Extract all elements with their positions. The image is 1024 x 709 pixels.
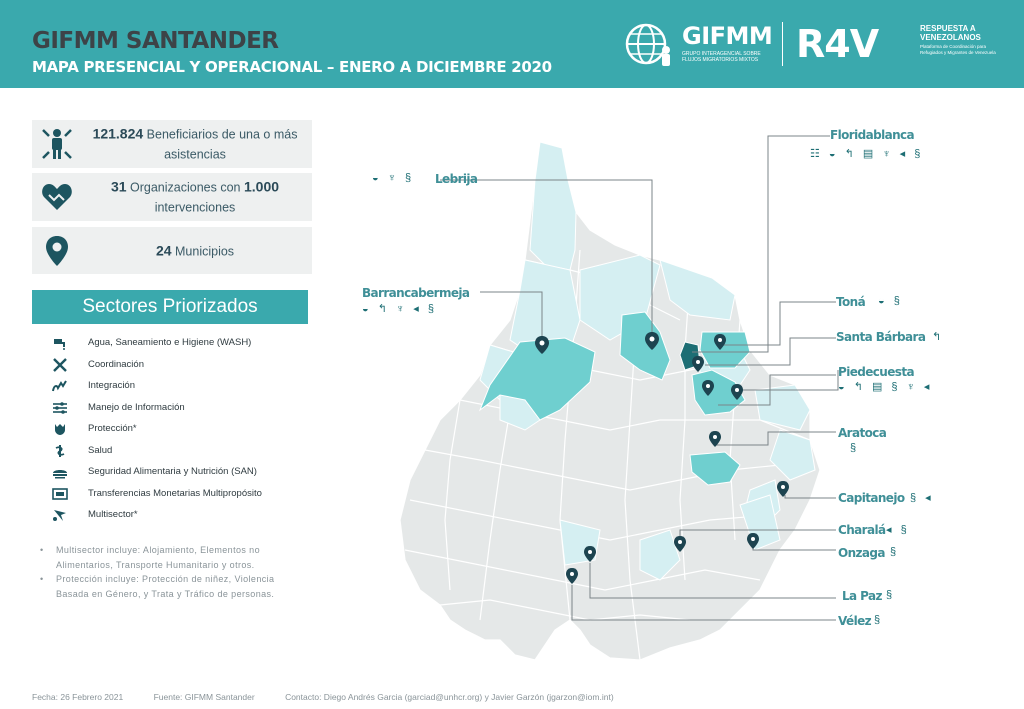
stat-beneficiaries-label: Beneficiarios de una o más asistencias <box>146 127 298 162</box>
sector-notes <box>38 543 308 601</box>
icons-capitanejo: § ◂ <box>910 492 934 504</box>
sectors-heading: Sectores Priorizados <box>32 290 308 324</box>
sector-label: Coordinación <box>88 358 144 370</box>
stat-municipalities-label: Municipios <box>175 244 235 258</box>
sector-label: Multisector* <box>88 509 138 520</box>
label-tona: Toná <box>836 295 866 309</box>
logo-divider <box>782 22 783 66</box>
footer-source: Fuente: GIFMM Santander <box>153 692 255 702</box>
note-multisector: • Multisector incluye: Alojamiento, Elementos no Alimentarios, Transporte Humanitario y otros. <box>38 543 308 572</box>
sector-label: Protección* <box>88 423 137 434</box>
icons-santa-barbara: ↰ <box>932 331 945 343</box>
stat-municipalities-text <box>84 240 306 261</box>
label-onzaga: Onzaga <box>838 546 885 560</box>
sector-item <box>32 463 308 485</box>
sector-label: Integración <box>88 380 136 391</box>
cash-transfer-icon <box>52 487 68 501</box>
multisector-icon <box>52 508 68 522</box>
stat-beneficiaries <box>32 120 312 168</box>
info-management-icon <box>52 401 68 415</box>
stat-beneficiaries-text <box>84 124 306 165</box>
label-piedecuesta: Piedecuesta <box>838 365 914 379</box>
sectors-list <box>32 334 308 528</box>
label-santa-barbara: Santa Bárbara <box>836 330 926 344</box>
icons-floridablanca: ☷ ◒ ↰ ▤ ♆ ◂ § <box>810 148 924 160</box>
sector-label: Agua, Saneamiento e Higiene (WASH) <box>88 337 252 348</box>
people-icon <box>40 127 74 161</box>
stat-municipalities <box>32 227 312 274</box>
stat-organizations-number: 31 <box>110 178 127 195</box>
health-icon <box>52 444 68 458</box>
label-velez: Vélez <box>838 614 872 628</box>
gifmm-logo <box>622 20 782 70</box>
footer <box>32 692 642 702</box>
icons-velez: § <box>874 614 884 626</box>
sector-label: Salud <box>88 444 113 456</box>
sector-item <box>32 420 308 442</box>
label-floridablanca: Floridablanca <box>830 128 915 142</box>
stat-municipalities-number: 24 <box>155 242 172 258</box>
gifmm-logo-text: GIFMM <box>682 22 773 50</box>
label-capitanejo: Capitanejo <box>838 491 905 505</box>
label-lebrija: Lebrija <box>435 172 478 186</box>
label-barrancabermeja: Barrancabermeja <box>362 286 470 300</box>
sector-item <box>32 442 308 464</box>
protection-icon <box>52 422 68 436</box>
integration-icon <box>52 379 68 393</box>
icons-barrancabermeja: ◒ ↰ ♆ ◂ § <box>362 303 437 315</box>
icons-piedecuesta: ◒ ↰ ▤ § ♆ ◂ <box>838 381 933 393</box>
globe-icon <box>622 20 678 68</box>
sector-label: Manejo de Información <box>88 401 185 413</box>
r4v-logo-subtext: Plataforma de Coordinación para Refugiados y Migrantes de Venezuela <box>920 44 996 55</box>
icons-la-paz: § <box>886 589 896 601</box>
r4v-logo-title: RESPUESTA A VENEZOLANOS <box>920 24 981 42</box>
stat-organizations-text <box>84 177 306 218</box>
footer-date: Fecha: 26 Febrero 2021 <box>32 692 124 702</box>
stat-interventions-number: 1.000 <box>243 178 280 195</box>
sector-item <box>32 377 308 399</box>
r4v-logo: R4V <box>796 22 879 66</box>
sector-item <box>32 399 308 421</box>
header-bar <box>0 0 1024 88</box>
label-aratoca: Aratoca <box>838 426 887 440</box>
sector-item <box>32 356 308 378</box>
stat-organizations-label: Organizaciones con <box>130 180 241 195</box>
label-la-paz: La Paz <box>842 589 882 603</box>
sector-item <box>32 506 308 528</box>
sector-item <box>32 334 308 356</box>
footer-contact: Contacto: Diego Andrés Garcia (garciad@unhcr.org) y Javier Garzón (jgarzon@iom.int) <box>285 692 614 702</box>
icons-tona: ◒ § <box>878 295 903 307</box>
map-shapes <box>340 120 1024 680</box>
wash-tap-icon <box>52 336 68 350</box>
label-charala: Charalá <box>838 523 886 537</box>
sector-item <box>32 485 308 507</box>
stat-interventions-label: intervenciones <box>154 200 236 215</box>
santander-map <box>340 120 1024 680</box>
icons-aratoca: § <box>850 442 860 454</box>
sector-label: Transferencias Monetarias Multipropósito <box>88 487 262 499</box>
handshake-heart-icon <box>40 180 74 214</box>
stat-beneficiaries-number: 121.824 <box>92 125 144 142</box>
icons-charala: ◂ § <box>886 524 910 536</box>
page-subtitle: MAPA PRESENCIAL Y OPERACIONAL – ENERO A DICIEMBRE 2020 <box>32 58 552 76</box>
note-protection: • Protección incluye: Protección de niñez, Violencia Basada en Género, y Trata y Tráfico de personas. <box>38 572 308 601</box>
page-title: GIFMM SANTANDER <box>32 28 279 54</box>
sector-label: Seguridad Alimentaria y Nutrición (SAN) <box>88 466 257 477</box>
icons-lebrija: ◒ ♆ § <box>372 172 415 184</box>
food-security-icon <box>52 465 68 479</box>
stat-organizations <box>32 173 312 221</box>
gifmm-logo-subtext: GRUPO INTERAGENCIAL SOBRE FLUJOS MIGRATORIOS MIXTOS <box>682 51 761 63</box>
icons-onzaga: § <box>890 546 900 558</box>
coordination-icon <box>52 358 68 372</box>
map-pin-icon <box>40 234 74 268</box>
